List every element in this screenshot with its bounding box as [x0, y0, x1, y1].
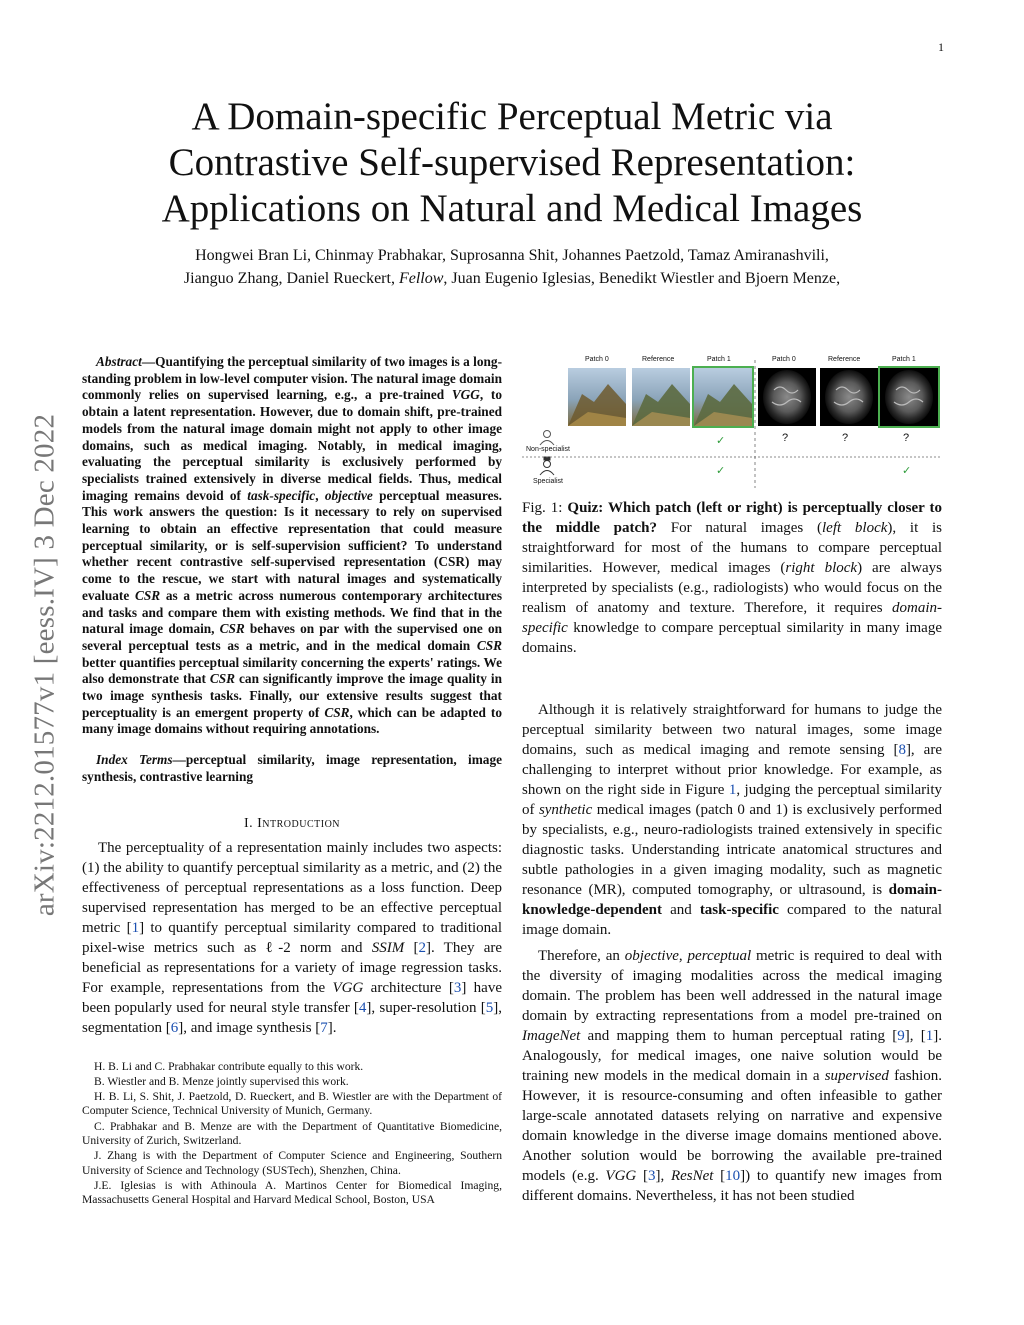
citation-link[interactable]: 8 — [898, 742, 906, 758]
citation-link[interactable]: 6 — [170, 1019, 179, 1036]
label-specialist: Specialist — [533, 478, 563, 485]
footnote: B. Wiestler and B. Menze jointly supervised this work. — [94, 1074, 349, 1088]
natural-patch-0 — [568, 368, 626, 426]
citation-link[interactable]: 7 — [320, 1019, 328, 1036]
figure-1 — [522, 354, 942, 492]
citation-link[interactable]: 3 — [453, 979, 462, 996]
footnote: H. B. Li, S. Shit, J. Paetzold, D. Rueckert, and B. Wiestler are with the Department of Computer Science, Technical University of Munich, Germany. — [82, 1090, 502, 1118]
footnotes — [82, 1060, 502, 1208]
citation-link[interactable]: 4 — [358, 999, 367, 1016]
citation-link[interactable]: 3 — [647, 1168, 656, 1184]
label-non-specialist: Non-specialist — [526, 446, 570, 453]
citation-link[interactable]: 1 — [925, 1028, 934, 1044]
natural-patch-1 — [693, 367, 753, 427]
figure-graphic — [522, 354, 942, 492]
label-reference: Reference — [642, 356, 675, 363]
brain-patch-reference — [820, 368, 878, 426]
doctor-icon — [540, 457, 554, 475]
abstract: Abstract—Quantifying the perceptual similarity of two images is a long-standing problem in low-level computer vision. The natural image domain commonly relies on supervised learning, e.g., a pre-trained VGG, to obtain a latent representation. However, due to domain shift, pre-trained models from the natural image domain might not apply to other image domains, such as medical imaging. Notably, in medical imaging, evaluating the perceptual similarity is exclusively performed by specialists trained extensively in diverse medical fields. Thus, medical imaging remains devoid of task-specific, objective perceptual measures. This work answers the question: Is it necessary to rely on supervised learning to obtain an effective representation that could measure perceptual similarity, or is self-supervision sufficient? To understand whether recent contrastive self-supervised representation (CSR) may come to the rescue, we start with natural images and systematically evaluate CSR as a metric across numerous contemporary architectures and tasks and compare them with existing methods. We find that in the natural image domain, CSR behaves on par with the supervised one on several perceptual tests as a metric, and in the medical domain CSR better quantifies perceptual similarity concerning the experts' ratings. We also demonstrate that CSR can significantly improve the image quality in two image synthesis tasks. Finally, our extensive results suggest that perceptuality is an emergent property of CSR, which can be adapted to many image domains without requiring annotations. — [82, 354, 503, 737]
footnote: C. Prabhakar and B. Menze are with the Department of Quantitative Biomedicine, University of Zurich, Switzerland. — [82, 1119, 502, 1148]
figure-link[interactable]: 1 — [728, 782, 737, 798]
title-line: Applications on Natural and Medical Images — [161, 187, 863, 230]
brain-patch-1 — [879, 367, 939, 427]
index-terms: Index Terms—perceptual similarity, image representation, image synthesis, contrastive learning — [82, 752, 502, 784]
citation-link[interactable]: 2 — [418, 939, 426, 956]
label-reference: Reference — [828, 356, 861, 363]
authors-line-1: Hongwei Bran Li, Chinmay Prabhakar, Suprosanna Shit, Johannes Paetzold, Tamaz Amiranashvili, — [195, 247, 829, 264]
left-column — [82, 354, 502, 1209]
footnote: H. B. Li and C. Prabhakar contribute equally to this work. — [94, 1059, 364, 1073]
title-line: A Domain-specific Perceptual Metric via — [191, 95, 833, 138]
paper-title — [0, 94, 1024, 232]
question-mark: ? — [782, 432, 789, 444]
arxiv-id: arXiv:2212.01577v1 [eess.IV] 3 Dec 2022 — [28, 413, 61, 917]
arxiv-watermark — [20, 355, 70, 975]
body-paragraph: Although it is relatively straightforward for humans to judge the perceptual similarity between two natural images, some image domains, such as medical imaging and remote sensing [8], are challenging to interpret without prior knowledge. For example, as shown on the right side in Figure 1, judging the perceptual similarity of synthetic medical images (patch 0 and 1) is exclusively performed by specialists, e.g., neuro-radiologists trained extensively in specific diagnostic tasks. Understanding intricate anatomical structures and subtle pathologies in a given imaging modality, such as magnetic resonance (MR), computed tomography, or ultrasound, is domain-knowledge-dependent and task-specific compared to the natural image domain. — [522, 702, 942, 938]
page-number: 1 — [938, 40, 944, 54]
label-patch-1: Patch 1 — [707, 356, 731, 363]
section-heading-introduction: I. Introduction — [243, 815, 341, 831]
natural-patch-reference — [632, 368, 690, 426]
authors-line-2: Jianguo Zhang, Daniel Rueckert, Fellow, Juan Eugenio Iglesias, Benedikt Wiestler and Bjoern Menze, — [183, 270, 841, 287]
footnote: J. Zhang is with the Department of Computer Science and Engineering, Southern University of Science and Technology (SUSTech), Shenzhen, China. — [82, 1149, 502, 1177]
author-list — [100, 244, 924, 290]
person-icon — [540, 431, 554, 446]
check-icon: ✓ — [716, 465, 726, 477]
check-icon: ✓ — [716, 435, 726, 447]
label-patch-1: Patch 1 — [892, 356, 916, 363]
question-mark: ? — [903, 432, 910, 444]
label-patch-0: Patch 0 — [585, 356, 609, 363]
label-patch-0: Patch 0 — [772, 356, 796, 363]
question-mark: ? — [842, 432, 849, 444]
figure-caption: Fig. 1: Quiz: Which patch (left or right) is perceptually closer to the middle patch? For natural images (left block), it is straightforward for most of the humans to compare perceptual similarities. However, medical images (right block) are always interpreted by specialists (e.g., radiologists) who would focus on the realism of anatomy and texture. Therefore, it requires domain-specific knowledge to compare perceptual similarity in many image domains. — [522, 500, 942, 656]
check-icon: ✓ — [902, 465, 912, 477]
title-line: Contrastive Self-supervised Representation: — [168, 141, 856, 184]
right-column — [522, 354, 942, 1206]
citation-link[interactable]: 5 — [485, 999, 494, 1016]
brain-patch-0 — [758, 368, 816, 426]
footnote: J.E. Iglesias is with Athinoula A. Martinos Center for Biomedical Imaging, Massachusetts General Hospital and Harvard Medical School, Boston, USA — [82, 1178, 502, 1207]
citation-link[interactable]: 9 — [897, 1028, 905, 1044]
body-paragraph: Therefore, an objective, perceptual metric is required to deal with the diversity of imaging modalities across the medical imaging domain. The problem has been well addressed in the natural image domain by extracting representations from a model pre-trained on ImageNet and mapping them to human perceptual rating [9], [1]. Analogously, for medical images, one naive solution would be training new models in the medical domain in a supervised fashion. However, it is resource-consuming and often infeasible to gather large-scale annotated datasets relying on narrative and expensive domain knowledge in the diverse image domains mentioned above. Another solution would be borrowing the available pre-trained models (e.g. VGG [3], ResNet [10]) to quantify new images from different domains. Nevertheless, it has not been studied — [522, 948, 943, 1204]
citation-link[interactable]: 10 — [725, 1168, 741, 1184]
citation-link[interactable]: 1 — [131, 919, 140, 936]
intro-paragraph: The perceptuality of a representation mainly includes two aspects: (1) the ability to quantify perceptual similarity as a metric, and (2) the effectiveness of perceptual representations as a loss function. Deep supervised representation has merged to be an effective perceptual metric [1] to quantify perceptual similarity compared to traditional pixel-wise metrics such as ℓ-2 norm and SSIM [2]. They are beneficial as representations for a variety of image regression tasks. For example, representations from the VGG architecture [3] have been popularly used for neural style transfer [4], super-resolution [5], segmentation [6], and image synthesis [7]. — [82, 839, 503, 1036]
